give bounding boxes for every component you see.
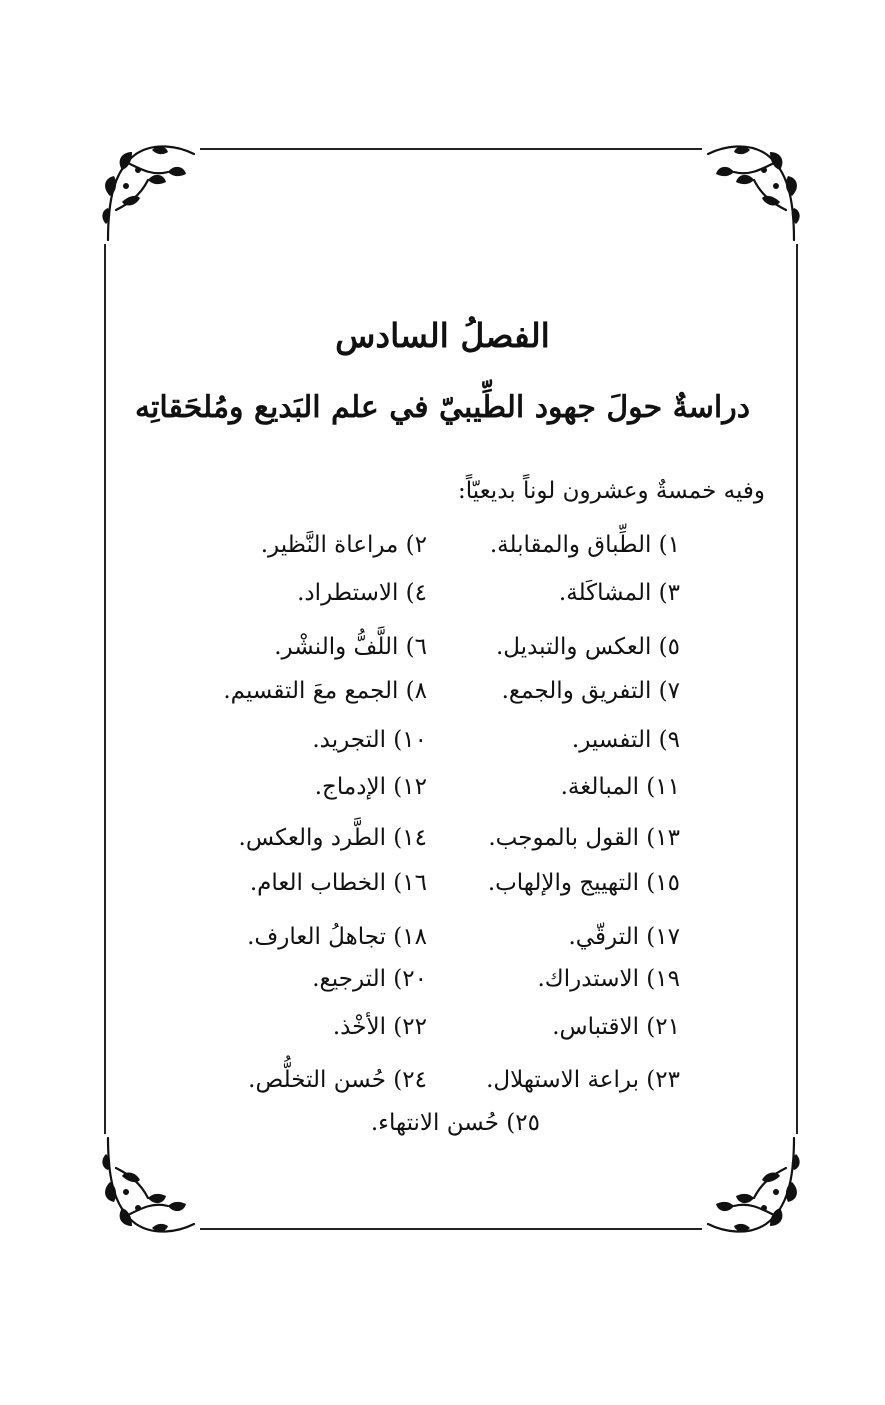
topic-item-20: ٢٠) الترجيع.	[312, 966, 427, 992]
topic-item-19: ١٩) الاستدراك.	[537, 966, 680, 992]
topic-item-4: ٤) الاستطراد.	[297, 580, 427, 606]
topic-item-24: ٢٤) حُسن التخلُّص.	[248, 1067, 427, 1093]
chapter-subtitle: دراسةٌ حولَ جهود الطِّيبيّ في علم البَديع ومُلحَقاتِه	[134, 390, 751, 425]
topic-item-10: ١٠) التجريد.	[312, 727, 427, 753]
topic-item-5: ٥) العكس والتبديل.	[495, 634, 680, 660]
topic-item-8: ٨) الجمع معَ التقسيم.	[223, 678, 427, 704]
topic-item-21: ٢١) الاقتباس.	[552, 1014, 680, 1040]
floral-ornament-icon-bottom-right	[702, 1134, 806, 1238]
floral-ornament-icon-top-right	[702, 140, 806, 244]
topic-item-15: ١٥) التهييج والإلهاب.	[487, 870, 680, 896]
topic-item-16: ١٦) الخطاب العام.	[249, 870, 427, 896]
page-border-frame	[104, 148, 798, 1230]
chapter-title: الفصلُ السادس	[335, 316, 550, 355]
topic-item-18: ١٨) تجاهلُ العارف.	[247, 924, 427, 950]
topic-item-13: ١٣) القول بالموجب.	[488, 825, 680, 851]
topic-item-1: ١) الطِّباق والمقابلة.	[489, 532, 680, 558]
topic-item-7: ٧) التفريق والجمع.	[501, 678, 680, 704]
topic-item-25: ٢٥) حُسن الانتهاء.	[370, 1110, 540, 1136]
floral-ornament-icon-bottom-left	[96, 1134, 200, 1238]
topic-item-22: ٢٢) الأخْذ.	[332, 1014, 427, 1040]
topic-item-12: ١٢) الإدماج.	[314, 774, 427, 800]
topic-item-14: ١٤) الطَّرد والعكس.	[238, 825, 427, 851]
topic-item-6: ٦) اللَّفُّ والنشْر.	[274, 634, 427, 660]
topic-item-17: ١٧) الترقّي.	[568, 924, 680, 950]
topic-item-23: ٢٣) براعة الاستهلال.	[486, 1067, 680, 1093]
topic-item-11: ١١) المبالغة.	[560, 774, 680, 800]
topic-item-3: ٣) المشاكَلة.	[558, 580, 680, 606]
floral-ornament-icon-top-left	[96, 140, 200, 244]
topic-item-2: ٢) مراعاة النَّظير.	[260, 532, 427, 558]
intro-text: وفيه خمسةٌ وعشرون لوناً بديعيّاً:	[458, 478, 765, 504]
topic-item-9: ٩) التفسير.	[571, 727, 680, 753]
